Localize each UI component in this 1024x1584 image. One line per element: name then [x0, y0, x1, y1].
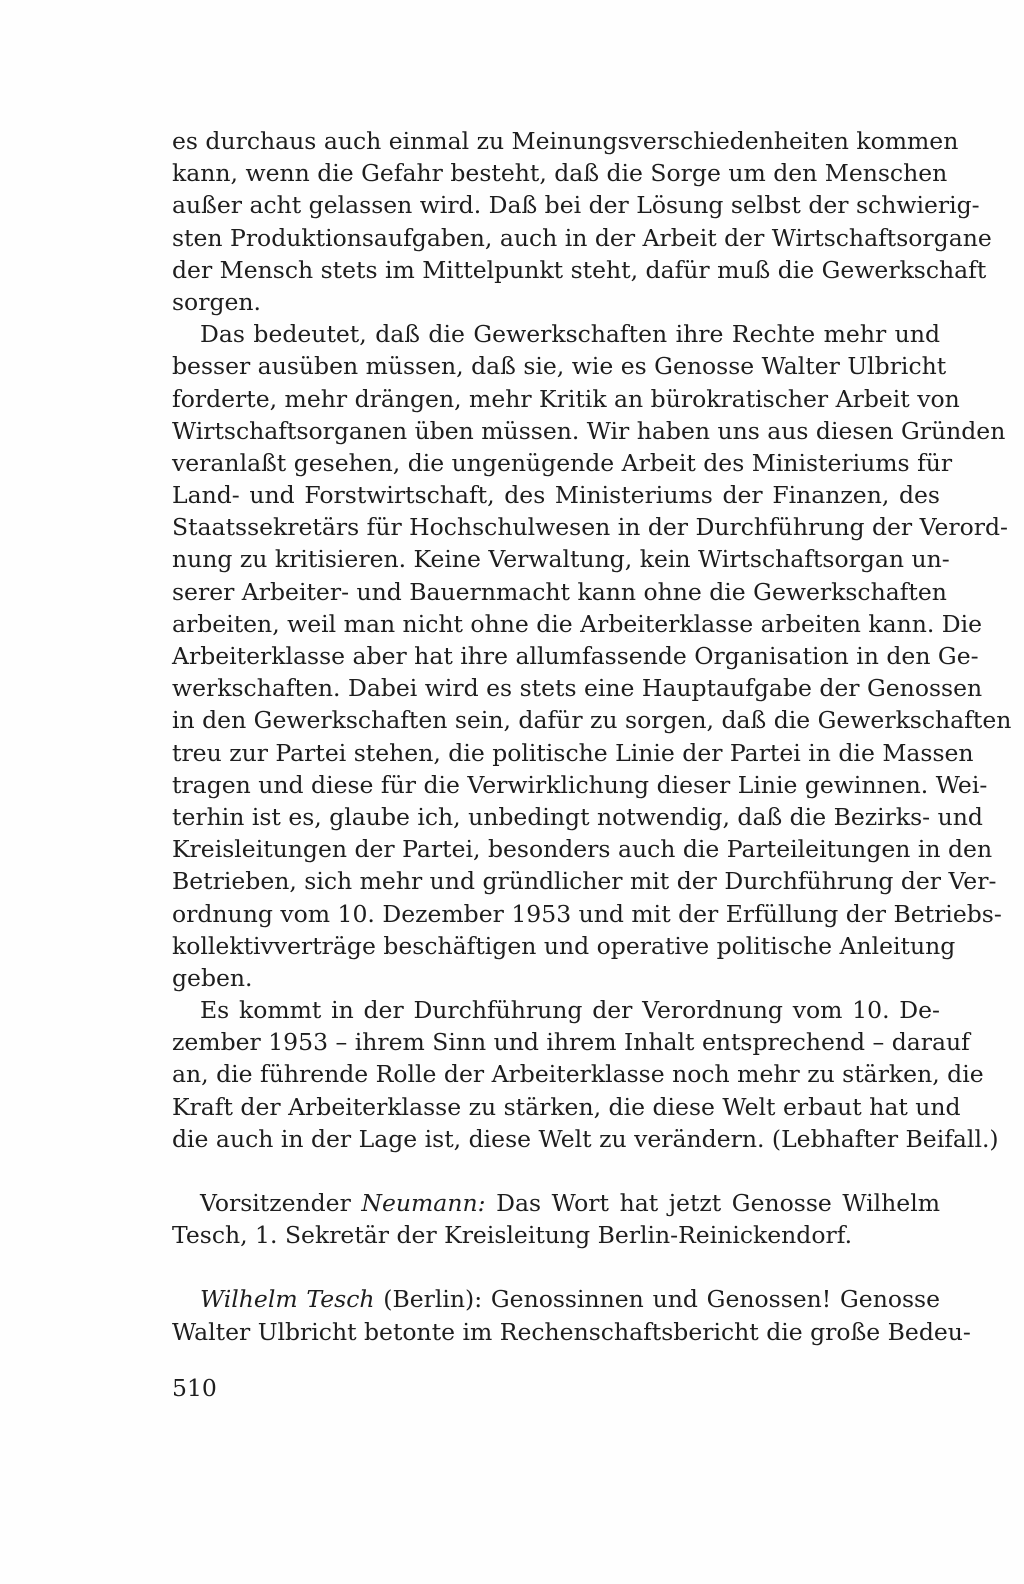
text-line: an, die führende Rolle der Arbeiterklasse noch mehr zu stärken, die	[172, 1060, 984, 1089]
text-line: sorgen.	[172, 287, 261, 316]
text-line: Das bedeutet, daß die Gewerkschaften ihre Rechte mehr und	[200, 320, 940, 349]
text-line: sten Produktionsaufgaben, auch in der Arbeit der Wirtschaftsorgane	[172, 223, 992, 252]
text-line: außer acht gelassen wird. Daß bei der Lösung selbst der schwierig-	[172, 191, 980, 220]
text-line: Walter Ulbricht betonte im Rechenschaftsbericht die große Bedeu-	[172, 1317, 971, 1346]
paragraph	[172, 994, 999, 1155]
text-line: Staatssekretärs für Hochschulwesen in der Durchführung der Verord-	[172, 513, 1008, 542]
text-line: in den Gewerkschaften sein, dafür zu sorgen, daß die Gewerkschaften	[172, 706, 1012, 735]
text-line: kollektivverträge beschäftigen und operative politische Anleitung	[172, 931, 956, 960]
text-line: veranlaßt gesehen, die ungenügende Arbeit des Ministeriums für	[172, 448, 953, 477]
page-number: 510	[172, 1374, 217, 1402]
paragraph	[172, 318, 1012, 994]
text-line: forderte, mehr drängen, mehr Kritik an bürokratischer Arbeit von	[172, 384, 960, 413]
text-line: zember 1953 – ihrem Sinn und ihrem Inhalt entsprechend – darauf	[172, 1028, 970, 1057]
text-line: kann, wenn die Gefahr besteht, daß die Sorge um den Menschen	[172, 159, 948, 188]
text-line: serer Arbeiter- und Bauernmacht kann ohne die Gewerkschaften	[172, 577, 947, 606]
chair-text: Das Wort hat jetzt Genosse Wilhelm	[485, 1189, 940, 1217]
text-line: besser ausüben müssen, daß sie, wie es Genosse Walter Ulbricht	[172, 352, 947, 381]
text-line: es durchaus auch einmal zu Meinungsverschiedenheiten kommen	[172, 127, 959, 155]
text-line	[172, 1187, 940, 1219]
text-line: Land- und Forstwirtschaft, des Ministeriums der Finanzen, des	[172, 481, 940, 510]
text-line: Betrieben, sich mehr und gründlicher mit der Durchführung der Ver-	[172, 867, 997, 896]
text-line: Arbeiterklasse aber hat ihre allumfassende Organisation in den Ge-	[172, 642, 979, 670]
page-text	[172, 125, 1012, 1348]
section-gap	[172, 1251, 940, 1283]
speech-text: (Berlin): Genossinnen und Genossen! Genosse	[374, 1285, 941, 1314]
chair-name: Neumann:	[361, 1189, 486, 1217]
text-line: Wirtschaftsorganen üben müssen. Wir haben uns aus diesen Gründen	[172, 416, 1006, 445]
paragraph	[172, 125, 992, 318]
text-line: Tesch, 1. Sekretär der Kreisleitung Berlin-Reinickendorf.	[172, 1221, 853, 1250]
text-line	[172, 1283, 940, 1315]
text-line: arbeiten, weil man nicht ohne die Arbeiterklasse arbeiten kann. Die	[172, 609, 983, 638]
text-line: werkschaften. Dabei wird es stets eine Hauptaufgabe der Genossen	[172, 674, 983, 703]
text-line: treu zur Partei stehen, die politische Linie der Partei in die Massen	[172, 738, 974, 767]
text-line: terhin ist es, glaube ich, unbedingt notwendig, daß die Bezirks- und	[172, 802, 983, 831]
section-gap	[172, 1155, 940, 1187]
text-line: geben.	[172, 963, 253, 992]
chair-title: Vorsitzender	[200, 1189, 362, 1217]
text-line: die auch in der Lage ist, diese Welt zu verändern. (Lebhafter Beifall.)	[172, 1124, 999, 1153]
speaker-name: Wilhelm Tesch	[200, 1285, 375, 1314]
text-line: der Mensch stets im Mittelpunkt steht, dafür muß die Gewerkschaft	[172, 255, 987, 284]
text-line: Es kommt in der Durchführung der Verordnung vom 10. De-	[200, 996, 940, 1025]
text-line: nung zu kritisieren. Keine Verwaltung, kein Wirtschaftsorgan un-	[172, 545, 950, 574]
text-line: Kraft der Arbeiterklasse zu stärken, die diese Welt erbaut hat und	[172, 1092, 961, 1121]
text-line: tragen und diese für die Verwirklichung dieser Linie gewinnen. Wei-	[172, 770, 988, 799]
speech	[172, 1283, 971, 1347]
text-line: ordnung vom 10. Dezember 1953 und mit der Erfüllung der Betriebs-	[172, 899, 1002, 928]
chair-announcement	[172, 1187, 940, 1251]
text-line: Kreisleitungen der Partei, besonders auch die Parteileitungen in den	[172, 835, 993, 864]
